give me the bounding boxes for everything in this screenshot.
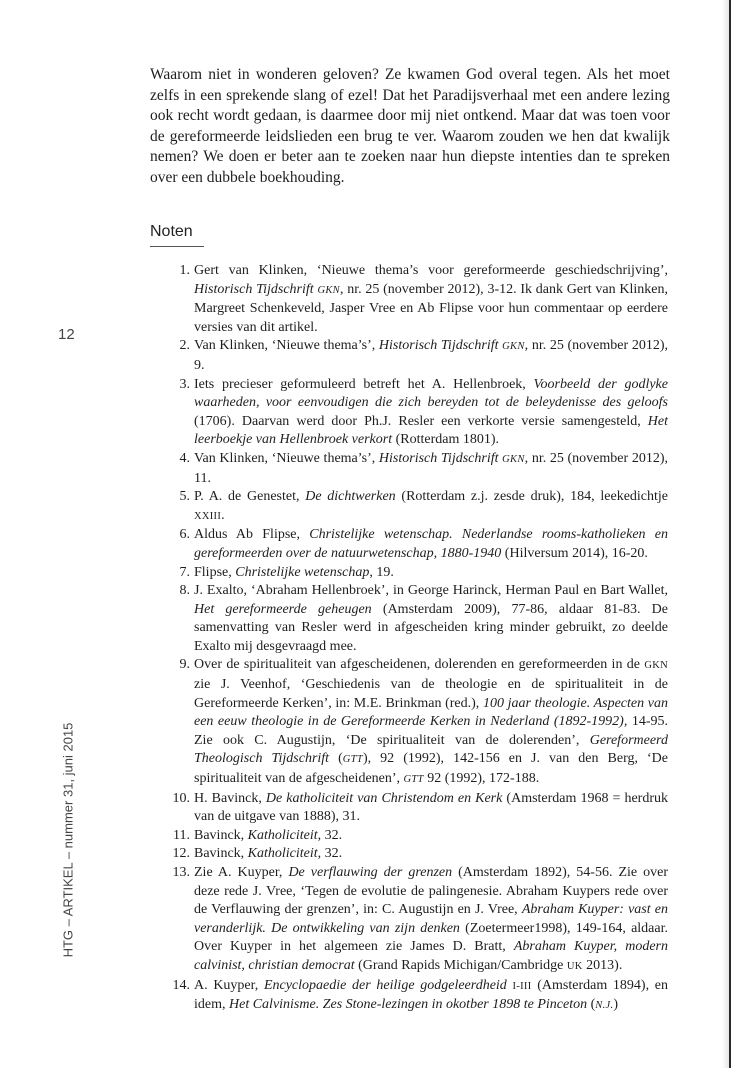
footnote-number: 5.	[179, 489, 190, 505]
footnote-text: (Amsterdam 1894), en idem,	[194, 977, 668, 1013]
footnote-number: 7.	[179, 564, 190, 580]
page-edge-line	[729, 0, 731, 1068]
footnote-number: 13.	[172, 865, 190, 880]
footnote-smallcaps-text: XXIII	[194, 510, 222, 522]
footnote-text: Van Klinken, ‘Nieuwe thema’s’,	[194, 338, 379, 354]
footnote-text: Van Klinken, ‘Nieuwe thema’s’,	[194, 450, 379, 466]
footnote-number: 2.	[179, 338, 190, 354]
footnote-italic-text: Het Calvinisme. Zes Stone-lezingen in okotber 1898 te Pinceton	[229, 997, 588, 1013]
footnote	[160, 488, 668, 526]
footnote	[160, 262, 668, 337]
footnote-italic-text: Encyclopaedie der heilige godgeleerdheid	[263, 977, 507, 993]
footnote-text: Iets precieser geformuleerd betreft het A. Hellenbroek,	[194, 376, 534, 392]
footnote-italic-text: GKN	[317, 284, 340, 296]
footnote-number: 10.	[172, 790, 190, 806]
footnote-text: ), 92 (1992), 142-156 en J. van den Berg, ‘De spiritualiteit van de afgescheidenen’,	[194, 751, 669, 787]
footnote-text: Bavinck,	[194, 827, 248, 843]
footnote	[160, 526, 668, 563]
footnote-italic-text: GTT	[342, 754, 363, 766]
footnote-italic-text: Het leerboekje van Hellenbroek verkort	[194, 413, 668, 448]
footnote-text: (Amsterdam 1968 = herdruk van de uitgave van 1888), 31.	[194, 790, 668, 825]
footnote	[160, 337, 668, 375]
footnote-text: H. Bavinck,	[194, 790, 266, 806]
footnote-text: 14-95. Zie ook C. Augustijn, ‘De spiritualiteit van de dolerenden’,	[194, 714, 668, 748]
page-number: 12	[58, 326, 75, 343]
footnote-text: , 32.	[317, 846, 343, 862]
footnote-italic-text: De verflauwing der grenzen	[288, 865, 453, 880]
footnote-text: Over de spiritualiteit van afgescheidenen, dolerenden en gereformeerden in de	[194, 657, 645, 673]
footnote-italic-text: Christelijke wetenschap. Nederlandse rooms-katholieken en gereformeerden over de natuurwetenschap, 1880-1940	[194, 527, 669, 561]
footnote-italic-text: N.J.	[595, 1000, 614, 1012]
footnote-text: (1706). Daarvan werd door Ph.J. Resler een verkorte versie samengesteld,	[194, 413, 648, 429]
footnote-text: (Amsterdam 1892), 54-56. Zie over deze rede J. Vree, ‘Tegen de evolutie de palingenesie. Abraham Kuypers rede over de Verflauwing der grenzen’, in: C. Augustijn en J. Vree,	[194, 865, 668, 918]
footnote-text: P. A. de Genestet,	[194, 489, 306, 505]
footnote-text: , nr. 25 (november 2012), 3-12. Ik dank Gert van Klinken, Margreet Schenkeveld, Jasper Vree en Ab Flipse voor hun commentaar op eerdere versies van dit artikel.	[194, 281, 668, 335]
footnote-text: , nr. 25 (november 2012), 11.	[194, 450, 668, 486]
footnote-text: J. Exalto, ‘Abraham Hellenbroek’, in George Harinck, Herman Paul en Bart Wallet,	[194, 583, 668, 599]
footnote-italic-text: Historisch Tijdschrift	[378, 450, 503, 466]
footnote-text: A. Kuyper,	[194, 977, 264, 993]
footnote-italic-text: Historisch Tijdschrift	[194, 281, 318, 297]
footnote-text: Aldus Ab Flipse,	[194, 527, 310, 543]
footnote-text: 2013).	[582, 957, 623, 973]
footnote-text: Zie A. Kuyper,	[194, 865, 289, 880]
footnote-text: (Rotterdam 1801).	[392, 432, 500, 448]
footnote-number: 11.	[173, 827, 190, 843]
footnote	[160, 582, 668, 656]
notes-heading: Noten	[150, 223, 193, 240]
footnote-number: 4.	[179, 450, 190, 466]
footnote-text: , 19.	[369, 564, 394, 580]
footnote-italic-text: Katholiciteit	[247, 827, 318, 843]
footnote-text: zie J. Veenhof, ‘Geschiedenis van de theologie en de spiritualiteit in de Gereformeerde Kerken’, in: M.E. Brinkman (red.),	[194, 677, 668, 711]
footnote-italic-text: Abraham Kuyper, modern calvinist, christian democrat	[194, 939, 668, 973]
footnote	[160, 656, 668, 789]
footnote	[160, 845, 668, 864]
footnote-smallcaps-text: GKN	[644, 660, 668, 672]
footnote-italic-text: Het gereformeerde geheugen	[194, 601, 372, 617]
footnote-smallcaps-text: UK	[566, 960, 583, 972]
footnote	[160, 450, 668, 488]
footnote-italic-text: GTT	[403, 774, 424, 786]
footnote-text: Bavinck,	[194, 846, 248, 862]
footnote-italic-text: De katholiciteit van Christendom en Kerk	[265, 790, 503, 806]
footnote-text: (	[329, 751, 343, 767]
footnote-text: (Rotterdam z.j. zesde druk), 184, leekedichtje	[395, 489, 668, 505]
footnote-text: , 32.	[317, 827, 343, 843]
footnote-italic-text: De dichtwerken	[305, 489, 396, 505]
footnote	[160, 790, 668, 827]
footnote-text: , nr. 25 (november 2012), 9.	[194, 338, 668, 373]
footnote-italic-text: 100 jaar theologie. Aspecten van een eeuw theologie in de Gereformeerde Kerken in Nederland (1892-1992),	[194, 695, 668, 730]
footnote-italic-text: GKN	[502, 453, 525, 465]
footnote	[160, 564, 668, 583]
footnote-italic-text: Voorbeeld der godlyke waarheden, voor eenvoudigen die zich bereyden tot de beleydenisse des geloofs	[194, 376, 668, 411]
footnote-text: (Amsterdam 2009), 77-86, aldaar 81-83. De samenvatting van Resler werd in afgescheiden kring minder gebruikt, zo deelde Exalto mij desgevraagd mee.	[194, 601, 669, 654]
notes-heading-rule	[150, 246, 204, 247]
footnote-number: 3.	[179, 376, 190, 392]
footnote-text: Flipse,	[194, 564, 236, 580]
footnote-number: 14.	[172, 977, 190, 993]
footnote-text: 92 (1992), 172-188.	[423, 771, 540, 787]
footnote	[160, 864, 668, 977]
footnote-text: Gert van Klinken, ‘Nieuwe thema’s voor gereformeerde geschiedschrijving’,	[194, 263, 668, 278]
body-paragraph: Waarom niet in wonderen geloven? Ze kwamen God overal tegen. Als het moet zelfs in een sprekende slang of ezel! Dat het Paradijsverhaal met een andere lezing ook recht wordt gedaan, is daarmee door mij niet ontkend. Maar dat was toen voor de gereformeerde leidslieden een brug te ver. Waarom zouden we hen dat kwalijk nemen? We doen er beter aan te zoeken naar hun diepste intenties dan te spreken over een dubbele boekhouding.	[150, 66, 670, 186]
footnote	[160, 827, 668, 846]
notes-list	[160, 262, 668, 1016]
footnote-text: .	[221, 507, 225, 523]
footnote-number: 8.	[179, 583, 190, 599]
footnote-italic-text: Christelijke wetenschap	[235, 564, 370, 580]
footnote-text: )	[613, 997, 619, 1013]
footnote	[160, 977, 668, 1016]
footnote	[160, 376, 668, 450]
footnote-italic-text: Gereformeerd Theologisch Tijdschrift	[194, 732, 668, 767]
footnote-text: (Hilversum 2014), 16-20.	[501, 545, 648, 561]
footnote-number: 12.	[172, 846, 190, 862]
footnote-number: 9.	[179, 657, 190, 673]
footnote-italic-text: Abraham Kuyper: vast en veranderlijk. De ontwikkeling van zijn denken	[194, 902, 669, 936]
footnote-text: (Grand Rapids Michigan/Cambridge	[354, 957, 567, 973]
footnote-italic-text: Historisch Tijdschrift	[378, 338, 503, 354]
footnote-text: (	[587, 997, 596, 1013]
footnote-italic-text: Katholiciteit	[247, 846, 318, 862]
footnote-number: 1.	[179, 263, 190, 278]
footnote-smallcaps-text: I-III	[512, 980, 532, 992]
page-edge-shadow	[722, 0, 729, 1068]
footnote-number: 6.	[179, 527, 190, 543]
running-head: HTG – ARTIKEL – nummer 31, juni 2015	[60, 722, 76, 958]
footnote-text: (Zoetermeer1998), 149-164, aldaar. Over Kuyper in het algemeen zie James D. Bratt,	[194, 920, 668, 955]
footnote-italic-text: GKN	[502, 341, 525, 353]
